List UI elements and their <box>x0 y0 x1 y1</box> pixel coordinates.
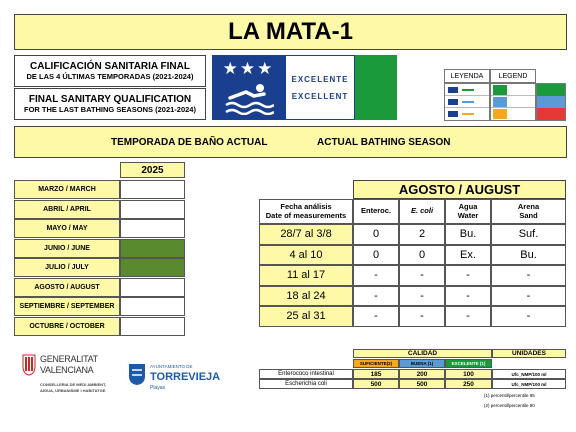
header-ecoli: E. coli <box>399 199 445 224</box>
quality-unit: Ufc_NMP/100 ml <box>492 379 566 389</box>
quality-col-good: BUENA (1) <box>399 359 445 368</box>
legend-panel <box>444 69 566 121</box>
row-date: 28/7 al 3/8 <box>259 224 353 245</box>
rating-label-es: EXCELENTE <box>291 74 349 84</box>
legend-color-strip <box>536 83 566 121</box>
final-en-subtitle: FOR THE LAST BATHING SEASONS (2021-2024) <box>24 105 196 114</box>
row-sand: - <box>491 265 566 286</box>
quality-title: CALIDAD <box>353 349 492 358</box>
quality-value: 200 <box>399 369 445 379</box>
footnote-1: (1) percentil/percentile 95 <box>484 393 535 398</box>
month-status-cell <box>120 317 185 336</box>
row-date: 11 al 17 <box>259 265 353 286</box>
torrevieja-logo <box>128 362 258 402</box>
torrevieja-crest-icon <box>128 362 146 386</box>
torrevieja-name: TORREVIEJA <box>150 371 221 383</box>
row-water: - <box>445 265 491 286</box>
row-enterococcus: - <box>353 286 399 307</box>
quality-value: 250 <box>445 379 492 389</box>
row-enterococcus: 0 <box>353 224 399 245</box>
header-sand-es: Arena <box>517 202 540 212</box>
row-ecoli: - <box>399 286 445 307</box>
quality-value: 185 <box>353 369 399 379</box>
page-title: LA MATA-1 <box>14 14 567 50</box>
rating-icon-panel <box>212 55 285 120</box>
row-ecoli: 0 <box>399 245 445 266</box>
row-date: 25 al 31 <box>259 306 353 327</box>
row-ecoli: 2 <box>399 224 445 245</box>
final-en-title: FINAL SANITARY QUALIFICATION <box>28 94 192 105</box>
month-status-cell <box>120 239 185 258</box>
row-date: 4 al 10 <box>259 245 353 266</box>
rating-label-en: EXCELLENT <box>291 91 349 101</box>
final-es-title: CALIFICACIÓN SANITARIA FINAL <box>30 61 190 72</box>
header-water-es: Agua <box>458 202 478 212</box>
row-ecoli: - <box>399 265 445 286</box>
legend-stars-icons <box>444 83 490 121</box>
row-sand: - <box>491 306 566 327</box>
rating-label-panel <box>285 55 355 120</box>
generalitat-dept-line1: CONSELLERIA DE MEDI AMBIENT, <box>40 382 107 387</box>
quality-row-enterococcus: Enterococo intestinal <box>259 369 353 379</box>
header-date-en: Date of measurements <box>265 210 347 220</box>
stars-icon: ★★★ <box>222 59 275 78</box>
row-water: Ex. <box>445 245 491 266</box>
season-label-es: TEMPORADA DE BAÑO ACTUAL <box>111 137 268 148</box>
row-water: - <box>445 286 491 307</box>
footnote-2: (2) percentil/percentile 90 <box>484 403 535 408</box>
month-status-cell <box>120 258 185 277</box>
legend-title-es: LEYENDA <box>444 69 490 83</box>
header-enterococcus: Enteroc. <box>353 199 399 224</box>
swimmer-icon <box>224 83 274 115</box>
legend-colors <box>490 83 536 121</box>
row-sand: Bu. <box>491 245 566 266</box>
month-detail-title: AGOSTO / AUGUST <box>353 180 566 199</box>
generalitat-logo <box>22 352 122 412</box>
header-water <box>445 199 491 224</box>
generalitat-shield-icon <box>22 354 36 376</box>
row-water: Bu. <box>445 224 491 245</box>
quality-col-excellent: EXCELENTE (1) <box>445 359 492 368</box>
month-label: SEPTIEMBRE / SEPTEMBER <box>14 297 120 316</box>
quality-row-ecoli: Escherichia coli <box>259 379 353 389</box>
torrevieja-small: AYUNTAMIENTO DE <box>150 364 193 369</box>
month-label: MARZO / MARCH <box>14 180 120 199</box>
month-label: MAYO / MAY <box>14 219 120 238</box>
row-water: - <box>445 306 491 327</box>
torrevieja-sub: Playas <box>150 385 166 391</box>
month-label: ABRIL / APRIL <box>14 200 120 219</box>
month-label: JULIO / JULY <box>14 258 120 277</box>
row-enterococcus: 0 <box>353 245 399 266</box>
month-label: JUNIO / JUNE <box>14 239 120 258</box>
year-header: 2025 <box>120 162 185 178</box>
quality-col-sufficient: SUFICIENTE(2) <box>353 359 399 368</box>
season-banner <box>14 126 567 158</box>
month-status-cell <box>120 219 185 238</box>
final-qualification-es <box>14 55 206 87</box>
quality-value: 500 <box>399 379 445 389</box>
final-qualification-en <box>14 88 206 120</box>
month-status-cell <box>120 200 185 219</box>
generalitat-line1: GENERALITAT <box>40 354 98 364</box>
final-es-subtitle: DE LAS 4 ÚLTIMAS TEMPORADAS (2021-2024) <box>26 72 194 81</box>
season-label-en: ACTUAL BATHING SEASON <box>317 137 451 148</box>
month-label: AGOSTO / AUGUST <box>14 278 120 297</box>
row-date: 18 al 24 <box>259 286 353 307</box>
quality-value: 500 <box>353 379 399 389</box>
quality-value: 100 <box>445 369 492 379</box>
month-label: OCTUBRE / OCTOBER <box>14 317 120 336</box>
generalitat-dept-line2: AIGUA, URBANISME I HABITATGE <box>40 388 106 393</box>
units-title: UNIDADES <box>492 349 566 358</box>
month-status-cell <box>120 278 185 297</box>
generalitat-line2: VALENCIANA <box>40 365 94 375</box>
rating-color-bar <box>355 55 397 120</box>
legend-title-en: LEGEND <box>490 69 536 83</box>
header-sand <box>491 199 566 224</box>
header-date-es: Fecha análisis <box>280 202 332 212</box>
header-water-en: Water <box>457 210 479 220</box>
row-enterococcus: - <box>353 265 399 286</box>
header-date <box>259 199 353 224</box>
quality-unit: Ufc_NMP/100 ml <box>492 369 566 379</box>
month-status-cell <box>120 297 185 316</box>
month-status-cell <box>120 180 185 199</box>
row-sand: Suf. <box>491 224 566 245</box>
row-enterococcus: - <box>353 306 399 327</box>
header-sand-en: Sand <box>519 210 538 220</box>
row-sand: - <box>491 286 566 307</box>
row-ecoli: - <box>399 306 445 327</box>
